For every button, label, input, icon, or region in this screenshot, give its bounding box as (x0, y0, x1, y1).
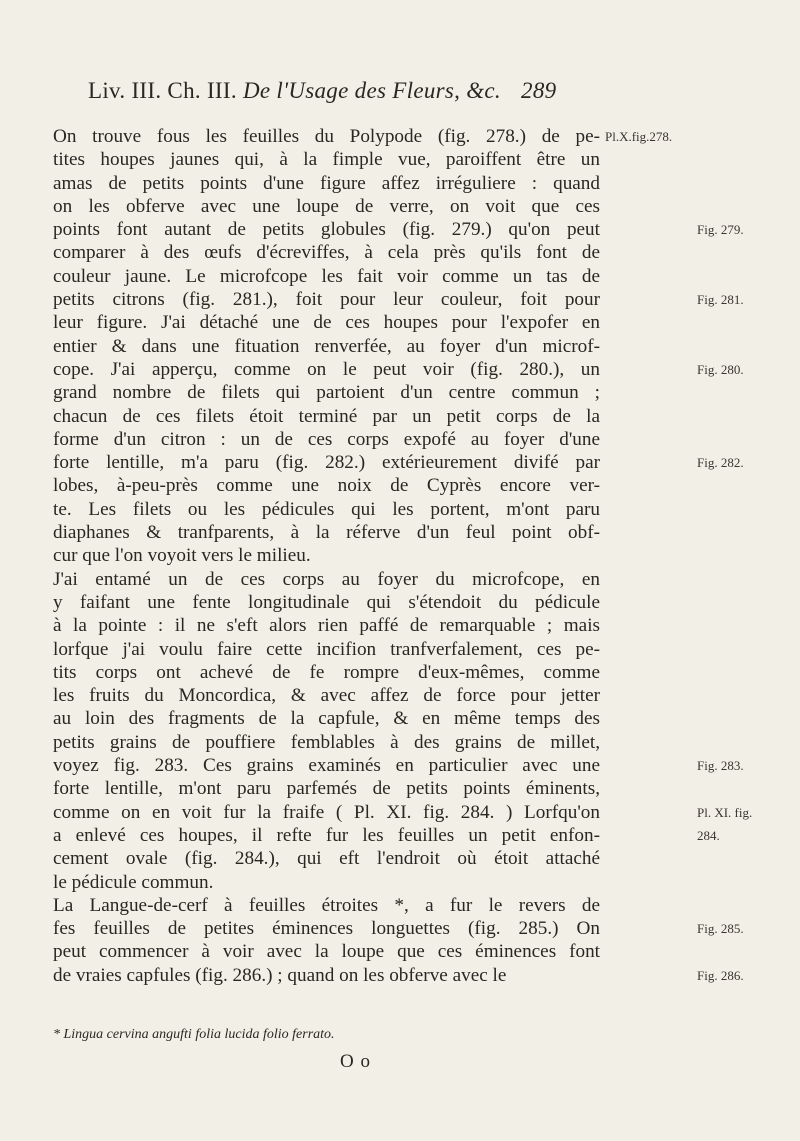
text-line: petits citrons (fig. 281.), foit pour leur couleur, foit pour (53, 289, 600, 311)
text-line: tites houpes jaunes qui, à la fimple vue, paroiffent être un (53, 149, 600, 171)
signature-mark: O o (340, 1051, 371, 1072)
text-line: tits corps ont achevé de fe rompre d'eux-mêmes, comme (53, 661, 600, 683)
text-line: à la pointe : il ne s'eft alors rien paffé de remarquable ; mais (53, 615, 600, 637)
text-line: lorfque j'ai voulu faire cette incifion tranfverfalement, ces pe- (53, 638, 600, 660)
text-line: peut commencer à voir avec la loupe que ces éminences font (53, 941, 600, 963)
text-line: forme d'un citron : un de ces corps expofé au foyer d'une (53, 428, 600, 450)
footnote: * Lingua cervina angufti folia lucida folio ferrato. (53, 1027, 335, 1042)
text-line: cement ovale (fig. 284.), qui eft l'endroit où étoit attaché (53, 848, 600, 870)
text-line: forte lentille, m'a paru (fig. 282.) extérieurement divifé par (53, 452, 600, 474)
text-line: entier & dans une fituation renverfée, au foyer d'un microf- (53, 335, 600, 357)
header-title: De l'Usage des Fleurs, &c. (242, 78, 501, 103)
margin-note: Fig. 283. (697, 758, 744, 774)
margin-note: Fig. 286. (697, 967, 744, 983)
margin-note: Fig. 281. (697, 292, 744, 308)
text-line: J'ai entamé un de ces corps au foyer du microfcope, en (53, 568, 600, 590)
text-line: on les obferve avec une loupe de verre, on voit que ces (53, 195, 600, 217)
text-line: grand nombre de filets qui partoient d'un centre commun ; (53, 382, 600, 404)
page-number: 289 (521, 78, 557, 103)
text-line: les fruits du Moncordica, & avec affez de force pour jetter (53, 685, 600, 707)
running-header (88, 78, 648, 104)
text-line: La Langue-de-cerf à feuilles étroites *, a fur le revers de (53, 894, 600, 916)
text-line: cur que l'on voyoit vers le milieu. (53, 545, 311, 567)
text-line: leur figure. J'ai détaché une de ces houpes pour l'expofer en (53, 312, 600, 334)
text-line: fes feuilles de petites éminences longuettes (fig. 285.) On (53, 918, 600, 940)
text-line: amas de petits points d'une figure affez irréguliere : quand (53, 172, 600, 194)
text-line: te. Les filets ou les pédicules qui les portent, m'ont paru (53, 498, 600, 520)
text-line: a enlevé ces houpes, il refte fur les feuilles un petit enfon- (53, 824, 600, 846)
text-line: petits grains de pouffiere femblables à des grains de millet, (53, 731, 600, 753)
text-line: chacun de ces filets étoit terminé par un petit corps de la (53, 405, 600, 427)
text-line: au loin des fragments de la capfule, & en même temps des (53, 708, 600, 730)
body-text (53, 125, 600, 987)
text-line: On trouve fous les feuilles du Polypode (fig. 278.) de pe- (53, 126, 600, 147)
text-line: comme on en voit fur la fraife ( Pl. XI. fig. 284. ) Lorfqu'on (53, 801, 600, 823)
text-line: le pédicule commun. (53, 871, 214, 893)
text-line: lobes, à-peu-près comme une noix de Cyprès encore ver- (53, 475, 600, 497)
text-line: couleur jaune. Le microfcope les fait voir comme un tas de (53, 265, 600, 287)
margin-note: Pl. XI. fig. (697, 804, 753, 820)
margin-note: Fig. 282. (697, 455, 744, 471)
text-line: comparer à des œufs d'écreviffes, à cela près qu'ils font de (53, 242, 600, 264)
margin-note: Fig. 280. (697, 362, 744, 377)
text-line: cope. J'ai apperçu, comme on le peut voir (fig. 280.), un (53, 358, 600, 380)
text-line: forte lentille, m'ont paru parfemés de petits points éminents, (53, 778, 600, 800)
margin-note: Fig. 279. (697, 222, 744, 238)
margin-note: Fig. 285. (697, 921, 744, 937)
text-line: diaphanes & tranfparents, à la réferve d'un feul point obf- (53, 522, 600, 544)
margin-note: Pl.X.fig.278. (605, 129, 673, 144)
text-line: points font autant de petits globules (fig. 279.) qu'on peut (53, 219, 600, 241)
header-prefix: Liv. III. Ch. III. (88, 78, 237, 103)
text-line: y faifant une fente longitudinale qui s'étendoit du pédicule (53, 591, 600, 613)
text-line: de vraies capfules (fig. 286.) ; quand on les obferve avec le (53, 964, 507, 986)
text-line: voyez fig. 283. Ces grains examinés en particulier avec une (53, 755, 600, 777)
margin-note: 284. (697, 828, 720, 843)
